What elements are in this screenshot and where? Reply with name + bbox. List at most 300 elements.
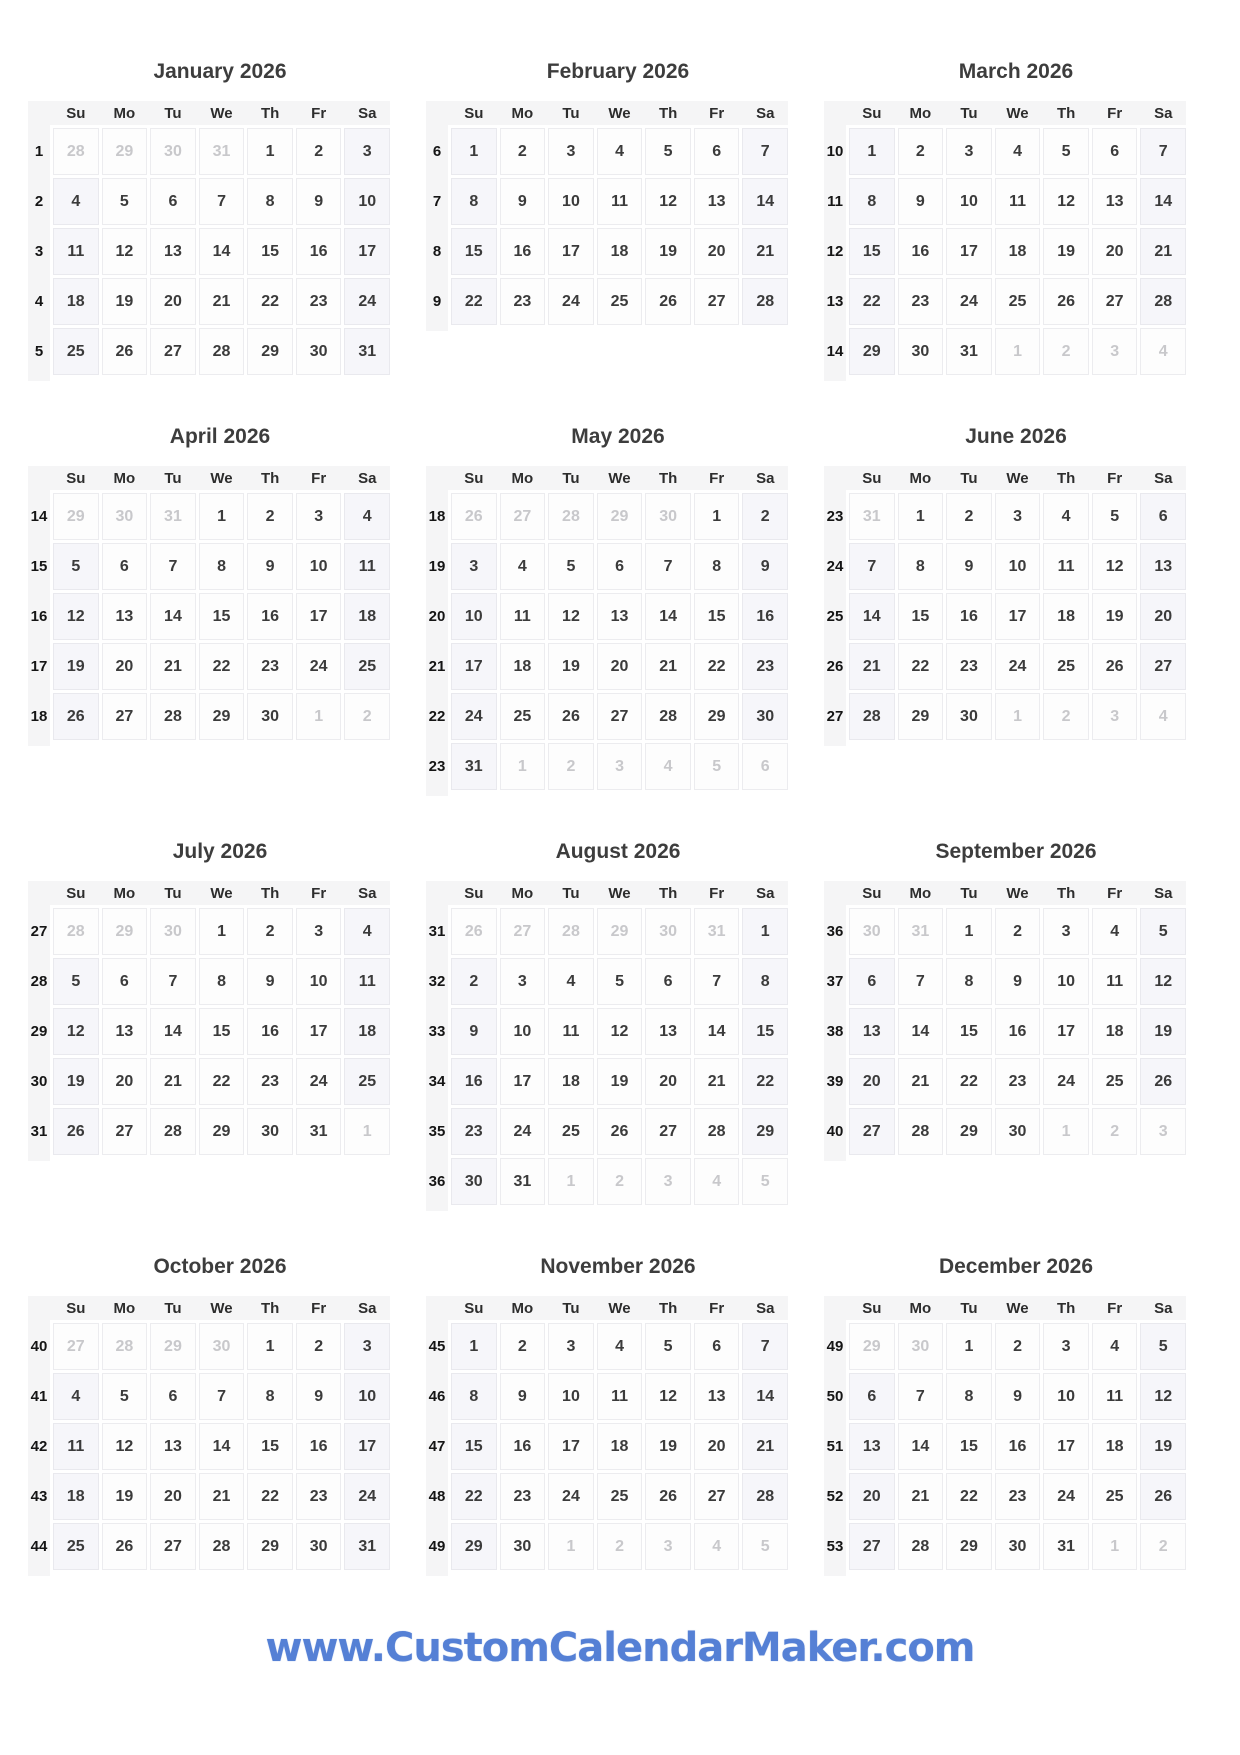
weekday-header-we: We bbox=[210, 884, 233, 902]
week-row bbox=[426, 278, 788, 325]
month-title: June 2026 bbox=[965, 425, 1067, 448]
week-number: 11 bbox=[827, 193, 843, 210]
day-cell: 2 bbox=[500, 1323, 546, 1370]
day-cell: 28 bbox=[645, 693, 691, 740]
month-grid bbox=[28, 101, 390, 375]
day-cell: 30 bbox=[500, 1523, 546, 1570]
day-cell: 29 bbox=[451, 1523, 497, 1570]
day-cell: 23 bbox=[995, 1473, 1041, 1520]
day-cell: 5 bbox=[102, 178, 148, 225]
day-cell: 14 bbox=[199, 228, 245, 275]
day-cell: 2 bbox=[898, 128, 944, 175]
weekday-header-tu: Tu bbox=[960, 884, 978, 902]
week-row bbox=[426, 1423, 788, 1470]
day-cell: 31 bbox=[451, 743, 497, 790]
day-cell: 15 bbox=[247, 228, 293, 275]
day-cell: 27 bbox=[53, 1323, 99, 1370]
day-cell: 1 bbox=[247, 128, 293, 175]
day-cell: 3 bbox=[946, 128, 992, 175]
day-cell: 17 bbox=[344, 228, 390, 275]
month-title: September 2026 bbox=[935, 840, 1097, 863]
day-cell: 7 bbox=[898, 958, 944, 1005]
months-row-1 bbox=[0, 60, 1240, 375]
week-number: 40 bbox=[30, 1338, 48, 1355]
week-row bbox=[28, 958, 390, 1005]
month-july bbox=[28, 840, 390, 1155]
day-cell: 2 bbox=[1140, 1523, 1186, 1570]
day-cell: 15 bbox=[898, 593, 944, 640]
day-cell: 16 bbox=[247, 593, 293, 640]
week-number: 14 bbox=[826, 343, 844, 360]
day-cell: 18 bbox=[1043, 593, 1089, 640]
day-cell: 15 bbox=[247, 1423, 293, 1470]
day-cell: 22 bbox=[451, 1473, 497, 1520]
day-cell: 30 bbox=[150, 908, 196, 955]
day-cell: 5 bbox=[1092, 493, 1138, 540]
day-cell: 1 bbox=[995, 328, 1041, 375]
week-row bbox=[28, 1473, 390, 1520]
weekday-header-th: Th bbox=[658, 884, 678, 902]
day-cell: 18 bbox=[597, 1423, 643, 1470]
day-cell: 22 bbox=[946, 1473, 992, 1520]
day-cell: 7 bbox=[694, 958, 740, 1005]
day-cell: 26 bbox=[102, 328, 148, 375]
day-cell: 5 bbox=[645, 1323, 691, 1370]
day-cell: 18 bbox=[53, 278, 99, 325]
day-cell: 26 bbox=[451, 908, 497, 955]
day-cell: 28 bbox=[742, 278, 788, 325]
weekday-header-mo: Mo bbox=[511, 104, 534, 122]
day-cell: 18 bbox=[500, 643, 546, 690]
day-cell: 4 bbox=[597, 1323, 643, 1370]
day-cell: 27 bbox=[102, 1108, 148, 1155]
weekday-header-th: Th bbox=[658, 1299, 678, 1317]
day-cell: 29 bbox=[150, 1323, 196, 1370]
day-cell: 25 bbox=[597, 278, 643, 325]
day-cell: 1 bbox=[247, 1323, 293, 1370]
week-row bbox=[28, 1523, 390, 1570]
week-number: 37 bbox=[826, 973, 844, 990]
weekday-header-fr: Fr bbox=[311, 1299, 327, 1317]
day-cell: 13 bbox=[150, 228, 196, 275]
day-cell: 18 bbox=[53, 1473, 99, 1520]
week-number: 40 bbox=[826, 1123, 844, 1140]
month-october bbox=[28, 1255, 390, 1570]
day-cell: 28 bbox=[53, 128, 99, 175]
day-cell: 20 bbox=[849, 1473, 895, 1520]
day-cell: 2 bbox=[344, 693, 390, 740]
week-row bbox=[426, 593, 788, 640]
day-cell: 2 bbox=[500, 128, 546, 175]
week-number: 53 bbox=[826, 1538, 844, 1555]
day-cell: 29 bbox=[694, 693, 740, 740]
weekday-header-su: Su bbox=[66, 469, 86, 487]
day-cell: 10 bbox=[995, 543, 1041, 590]
day-cell: 31 bbox=[694, 908, 740, 955]
day-cell: 10 bbox=[344, 178, 390, 225]
day-cell: 10 bbox=[296, 958, 342, 1005]
week-row bbox=[426, 743, 788, 790]
day-cell: 3 bbox=[1092, 328, 1138, 375]
day-cell: 30 bbox=[898, 328, 944, 375]
day-cell: 31 bbox=[199, 128, 245, 175]
day-cell: 4 bbox=[995, 128, 1041, 175]
day-cell: 22 bbox=[742, 1058, 788, 1105]
day-cell: 23 bbox=[500, 1473, 546, 1520]
month-grid bbox=[824, 881, 1186, 1155]
day-cell: 29 bbox=[849, 1323, 895, 1370]
day-cell: 12 bbox=[645, 178, 691, 225]
day-cell: 21 bbox=[150, 1058, 196, 1105]
day-cell: 31 bbox=[1043, 1523, 1089, 1570]
day-cell: 5 bbox=[1140, 1323, 1186, 1370]
day-cell: 1 bbox=[946, 1323, 992, 1370]
day-cell: 20 bbox=[150, 278, 196, 325]
day-cell: 15 bbox=[199, 1008, 245, 1055]
day-cell: 11 bbox=[1043, 543, 1089, 590]
day-cell: 25 bbox=[995, 278, 1041, 325]
day-cell: 2 bbox=[995, 1323, 1041, 1370]
day-cell: 7 bbox=[898, 1373, 944, 1420]
day-cell: 23 bbox=[296, 278, 342, 325]
day-cell: 9 bbox=[500, 1373, 546, 1420]
day-cell: 1 bbox=[548, 1523, 594, 1570]
week-number: 20 bbox=[428, 608, 446, 625]
day-cell: 29 bbox=[742, 1108, 788, 1155]
day-cell: 14 bbox=[1140, 178, 1186, 225]
day-cell: 20 bbox=[1140, 593, 1186, 640]
day-cell: 10 bbox=[548, 1373, 594, 1420]
weekday-header-su: Su bbox=[862, 469, 882, 487]
week-row bbox=[426, 1158, 788, 1205]
day-cell: 4 bbox=[1092, 1323, 1138, 1370]
day-cell: 3 bbox=[645, 1523, 691, 1570]
day-cell: 7 bbox=[199, 178, 245, 225]
day-cell: 20 bbox=[150, 1473, 196, 1520]
day-cell: 28 bbox=[1140, 278, 1186, 325]
day-cell: 19 bbox=[548, 643, 594, 690]
weekday-header-sa: Sa bbox=[1154, 884, 1173, 902]
week-row bbox=[824, 278, 1186, 325]
weekday-header-we: We bbox=[608, 1299, 631, 1317]
day-cell: 27 bbox=[849, 1108, 895, 1155]
week-row bbox=[824, 228, 1186, 275]
week-row bbox=[28, 128, 390, 175]
week-row bbox=[28, 693, 390, 740]
day-cell: 12 bbox=[1140, 1373, 1186, 1420]
day-cell: 25 bbox=[1092, 1058, 1138, 1105]
month-december bbox=[824, 1255, 1186, 1570]
weekday-header-sa: Sa bbox=[358, 884, 377, 902]
day-cell: 12 bbox=[53, 593, 99, 640]
day-cell: 9 bbox=[296, 1373, 342, 1420]
weekday-header-fr: Fr bbox=[1107, 469, 1123, 487]
week-row bbox=[28, 908, 390, 955]
day-cell: 12 bbox=[1092, 543, 1138, 590]
day-cell: 29 bbox=[898, 693, 944, 740]
day-cell: 13 bbox=[849, 1423, 895, 1470]
week-number: 41 bbox=[30, 1388, 48, 1405]
weekday-header-row bbox=[824, 1296, 1186, 1320]
day-cell: 16 bbox=[995, 1423, 1041, 1470]
week-row bbox=[824, 1008, 1186, 1055]
weekday-header-we: We bbox=[608, 104, 631, 122]
day-cell: 8 bbox=[247, 1373, 293, 1420]
weekday-header-th: Th bbox=[658, 469, 678, 487]
calendar-months-grid bbox=[0, 60, 1240, 1570]
day-cell: 29 bbox=[199, 1108, 245, 1155]
weekday-header-su: Su bbox=[464, 1299, 484, 1317]
week-number: 2 bbox=[34, 193, 44, 210]
day-cell: 25 bbox=[344, 643, 390, 690]
day-cell: 12 bbox=[102, 228, 148, 275]
day-cell: 28 bbox=[694, 1108, 740, 1155]
day-cell: 3 bbox=[1092, 693, 1138, 740]
week-number: 3 bbox=[34, 243, 44, 260]
weekday-header-mo: Mo bbox=[113, 469, 136, 487]
week-number: 13 bbox=[826, 293, 844, 310]
day-cell: 26 bbox=[597, 1108, 643, 1155]
day-cell: 4 bbox=[694, 1158, 740, 1205]
week-row bbox=[28, 278, 390, 325]
day-cell: 4 bbox=[548, 958, 594, 1005]
day-cell: 3 bbox=[548, 128, 594, 175]
month-march bbox=[824, 60, 1186, 375]
day-cell: 14 bbox=[645, 593, 691, 640]
week-number: 14 bbox=[30, 508, 48, 525]
day-cell: 1 bbox=[1043, 1108, 1089, 1155]
day-cell: 8 bbox=[946, 1373, 992, 1420]
weekday-header-sa: Sa bbox=[756, 1299, 775, 1317]
day-cell: 4 bbox=[597, 128, 643, 175]
day-cell: 26 bbox=[1092, 643, 1138, 690]
day-cell: 26 bbox=[645, 278, 691, 325]
day-cell: 3 bbox=[344, 128, 390, 175]
day-cell: 13 bbox=[849, 1008, 895, 1055]
weekday-header-we: We bbox=[608, 469, 631, 487]
weekday-header-sa: Sa bbox=[358, 469, 377, 487]
month-april bbox=[28, 425, 390, 740]
month-grid bbox=[28, 1296, 390, 1570]
day-cell: 14 bbox=[742, 1373, 788, 1420]
day-cell: 16 bbox=[451, 1058, 497, 1105]
week-number: 39 bbox=[826, 1073, 844, 1090]
day-cell: 3 bbox=[451, 543, 497, 590]
month-grid bbox=[426, 881, 788, 1205]
week-number: 48 bbox=[428, 1488, 446, 1505]
day-cell: 20 bbox=[102, 1058, 148, 1105]
week-number: 5 bbox=[34, 343, 44, 360]
day-cell: 18 bbox=[548, 1058, 594, 1105]
day-cell: 17 bbox=[500, 1058, 546, 1105]
day-cell: 14 bbox=[898, 1008, 944, 1055]
day-cell: 2 bbox=[1043, 328, 1089, 375]
day-cell: 28 bbox=[150, 1108, 196, 1155]
day-cell: 6 bbox=[849, 1373, 895, 1420]
week-number: 17 bbox=[30, 658, 48, 675]
day-cell: 10 bbox=[1043, 958, 1089, 1005]
website-watermark-link[interactable]: www.CustomCalendarMaker.com bbox=[265, 1625, 975, 1671]
week-number: 27 bbox=[826, 708, 844, 725]
day-cell: 30 bbox=[247, 693, 293, 740]
day-cell: 20 bbox=[597, 643, 643, 690]
weekday-header-fr: Fr bbox=[1107, 104, 1123, 122]
day-cell: 20 bbox=[1092, 228, 1138, 275]
day-cell: 6 bbox=[150, 1373, 196, 1420]
week-row bbox=[28, 1423, 390, 1470]
day-cell: 25 bbox=[500, 693, 546, 740]
day-cell: 19 bbox=[597, 1058, 643, 1105]
week-number: 31 bbox=[428, 923, 446, 940]
day-cell: 3 bbox=[645, 1158, 691, 1205]
weekday-header-th: Th bbox=[260, 469, 280, 487]
weekday-header-su: Su bbox=[66, 104, 86, 122]
weekday-header-su: Su bbox=[66, 884, 86, 902]
day-cell: 9 bbox=[742, 543, 788, 590]
day-cell: 12 bbox=[53, 1008, 99, 1055]
day-cell: 7 bbox=[849, 543, 895, 590]
day-cell: 2 bbox=[451, 958, 497, 1005]
week-number: 24 bbox=[826, 558, 844, 575]
day-cell: 4 bbox=[1140, 328, 1186, 375]
day-cell: 27 bbox=[1092, 278, 1138, 325]
day-cell: 8 bbox=[247, 178, 293, 225]
week-row bbox=[28, 543, 390, 590]
week-row bbox=[824, 1108, 1186, 1155]
week-row bbox=[426, 178, 788, 225]
week-number: 45 bbox=[428, 1338, 446, 1355]
day-cell: 5 bbox=[597, 958, 643, 1005]
day-cell: 11 bbox=[344, 543, 390, 590]
day-cell: 30 bbox=[247, 1108, 293, 1155]
week-number: 27 bbox=[30, 923, 48, 940]
day-cell: 10 bbox=[451, 593, 497, 640]
day-cell: 21 bbox=[199, 278, 245, 325]
day-cell: 6 bbox=[102, 543, 148, 590]
week-number: 49 bbox=[826, 1338, 844, 1355]
day-cell: 24 bbox=[548, 1473, 594, 1520]
day-cell: 24 bbox=[995, 643, 1041, 690]
day-cell: 28 bbox=[898, 1108, 944, 1155]
day-cell: 24 bbox=[548, 278, 594, 325]
day-cell: 4 bbox=[344, 493, 390, 540]
day-cell: 28 bbox=[742, 1473, 788, 1520]
day-cell: 21 bbox=[849, 643, 895, 690]
day-cell: 7 bbox=[645, 543, 691, 590]
week-row bbox=[426, 228, 788, 275]
day-cell: 16 bbox=[995, 1008, 1041, 1055]
day-cell: 30 bbox=[946, 693, 992, 740]
day-cell: 31 bbox=[898, 908, 944, 955]
weekday-header-we: We bbox=[1006, 469, 1029, 487]
weekday-header-sa: Sa bbox=[1154, 104, 1173, 122]
day-cell: 1 bbox=[995, 693, 1041, 740]
day-cell: 7 bbox=[742, 1323, 788, 1370]
weekday-header-fr: Fr bbox=[311, 884, 327, 902]
day-cell: 18 bbox=[1092, 1423, 1138, 1470]
day-cell: 26 bbox=[53, 693, 99, 740]
day-cell: 23 bbox=[995, 1058, 1041, 1105]
weekday-header-su: Su bbox=[464, 469, 484, 487]
week-row bbox=[824, 1523, 1186, 1570]
day-cell: 9 bbox=[898, 178, 944, 225]
day-cell: 8 bbox=[742, 958, 788, 1005]
day-cell: 29 bbox=[247, 1523, 293, 1570]
day-cell: 2 bbox=[742, 493, 788, 540]
day-cell: 8 bbox=[849, 178, 895, 225]
weekday-header-mo: Mo bbox=[113, 1299, 136, 1317]
week-row bbox=[28, 643, 390, 690]
weekday-header-mo: Mo bbox=[909, 469, 932, 487]
day-cell: 23 bbox=[451, 1108, 497, 1155]
day-cell: 16 bbox=[946, 593, 992, 640]
day-cell: 6 bbox=[694, 1323, 740, 1370]
weekday-header-su: Su bbox=[862, 104, 882, 122]
day-cell: 9 bbox=[451, 1008, 497, 1055]
weekday-header-fr: Fr bbox=[1107, 1299, 1123, 1317]
day-cell: 22 bbox=[694, 643, 740, 690]
day-cell: 8 bbox=[199, 958, 245, 1005]
week-row bbox=[824, 328, 1186, 375]
day-cell: 11 bbox=[548, 1008, 594, 1055]
day-cell: 6 bbox=[742, 743, 788, 790]
weekday-header-su: Su bbox=[862, 884, 882, 902]
day-cell: 13 bbox=[597, 593, 643, 640]
day-cell: 24 bbox=[500, 1108, 546, 1155]
weekday-header-row bbox=[426, 101, 788, 125]
day-cell: 4 bbox=[500, 543, 546, 590]
day-cell: 21 bbox=[742, 1423, 788, 1470]
day-cell: 22 bbox=[247, 1473, 293, 1520]
day-cell: 19 bbox=[102, 278, 148, 325]
day-cell: 31 bbox=[344, 328, 390, 375]
day-cell: 8 bbox=[694, 543, 740, 590]
month-january bbox=[28, 60, 390, 375]
day-cell: 14 bbox=[742, 178, 788, 225]
day-cell: 23 bbox=[946, 643, 992, 690]
day-cell: 27 bbox=[500, 908, 546, 955]
week-row bbox=[426, 1058, 788, 1105]
day-cell: 31 bbox=[849, 493, 895, 540]
weekday-header-mo: Mo bbox=[113, 884, 136, 902]
day-cell: 15 bbox=[946, 1423, 992, 1470]
day-cell: 27 bbox=[849, 1523, 895, 1570]
day-cell: 2 bbox=[597, 1158, 643, 1205]
day-cell: 7 bbox=[150, 958, 196, 1005]
week-number: 32 bbox=[428, 973, 446, 990]
day-cell: 7 bbox=[742, 128, 788, 175]
day-cell: 15 bbox=[451, 1423, 497, 1470]
day-cell: 6 bbox=[1140, 493, 1186, 540]
day-cell: 4 bbox=[1043, 493, 1089, 540]
day-cell: 15 bbox=[199, 593, 245, 640]
week-number: 34 bbox=[428, 1073, 446, 1090]
month-grid bbox=[28, 881, 390, 1155]
day-cell: 16 bbox=[296, 228, 342, 275]
day-cell: 1 bbox=[946, 908, 992, 955]
day-cell: 5 bbox=[53, 958, 99, 1005]
weekday-header-fr: Fr bbox=[709, 104, 725, 122]
day-cell: 3 bbox=[500, 958, 546, 1005]
day-cell: 11 bbox=[995, 178, 1041, 225]
day-cell: 17 bbox=[946, 228, 992, 275]
week-number: 44 bbox=[30, 1538, 48, 1555]
months-row-2 bbox=[0, 425, 1240, 790]
day-cell: 30 bbox=[645, 493, 691, 540]
day-cell: 21 bbox=[645, 643, 691, 690]
day-cell: 24 bbox=[296, 643, 342, 690]
day-cell: 16 bbox=[742, 593, 788, 640]
